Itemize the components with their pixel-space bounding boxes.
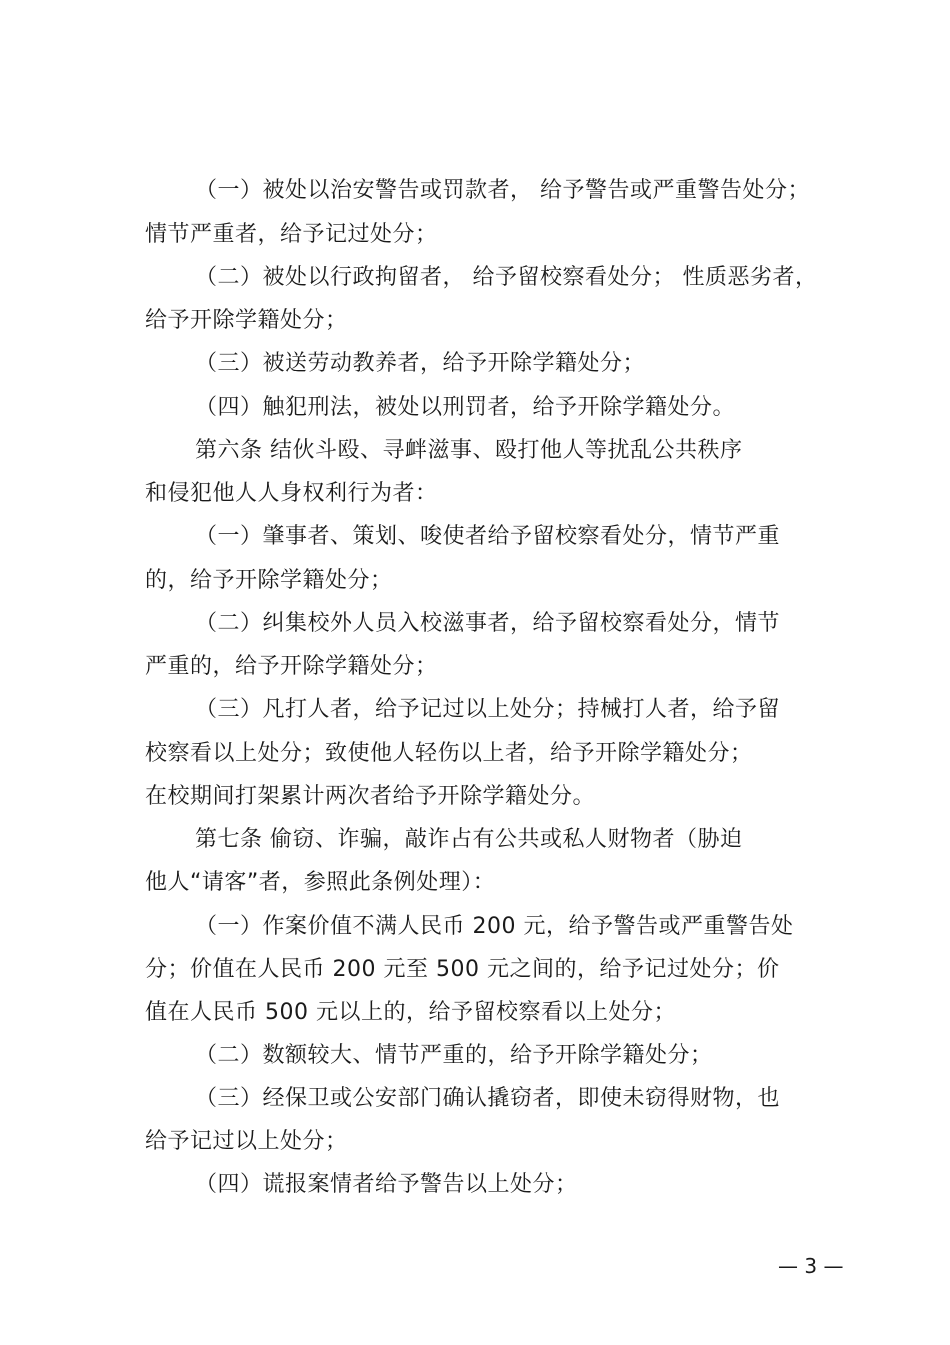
text-line: 在校期间打架累计两次者给予开除学籍处分。	[145, 784, 596, 809]
text-line: 给予开除学籍处分；	[145, 308, 348, 333]
text-line: （二）被处以行政拘留者， 给予留校察看处分； 性质恶劣者，	[195, 265, 818, 290]
text-line: 第六条 结伙斗殴、寻衅滋事、殴打他人等扰乱公共秩序	[195, 438, 743, 463]
text-line: 情节严重者，给予记过处分；	[145, 222, 438, 247]
text-line: （一）被处以治安警告或罚款者， 给予警告或严重警告处分；	[195, 178, 810, 203]
text-line: 严重的，给予开除学籍处分；	[145, 654, 438, 679]
text-line: （四）谎报案情者给予警告以上处分；	[195, 1172, 578, 1197]
text-line: 他人“请客”者，参照此条例处理）：	[145, 870, 496, 895]
text-line: 第七条 偷窃、诈骗，敲诈占有公共或私人财物者（胁迫	[195, 827, 743, 852]
text-line: 值在人民币 500 元以上的，给予留校察看以上处分；	[145, 1000, 676, 1025]
text-line: （二）纠集校外人员入校滋事者，给予留校察看处分，情节	[195, 611, 781, 636]
text-line: （四）触犯刑法，被处以刑罚者，给予开除学籍处分。	[195, 395, 736, 420]
text-line: （一）作案价值不满人民币 200 元，给予警告或严重警告处	[195, 914, 794, 939]
text-line: （一）肇事者、策划、唆使者给予留校察看处分，情节严重	[195, 524, 781, 549]
text-line: 分；价值在人民币 200 元至 500 元之间的，给予记过处分；价	[145, 957, 780, 982]
page-number: — 3 —	[778, 1254, 844, 1278]
text-line: （二）数额较大、情节严重的，给予开除学籍处分；	[195, 1043, 713, 1068]
text-line: （三）经保卫或公安部门确认撬窃者，即使未窃得财物，也	[195, 1086, 781, 1111]
text-line: 的，给予开除学籍处分；	[145, 568, 393, 593]
text-line: （三）被送劳动教养者，给予开除学籍处分；	[195, 351, 646, 376]
text-line: （三）凡打人者，给予记过以上处分；持械打人者，给予留	[195, 697, 781, 722]
text-line: 校察看以上处分；致使他人轻伤以上者，给予开除学籍处分；	[145, 741, 753, 766]
text-line: 和侵犯他人人身权利行为者：	[145, 481, 438, 506]
text-line: 给予记过以上处分；	[145, 1129, 348, 1154]
